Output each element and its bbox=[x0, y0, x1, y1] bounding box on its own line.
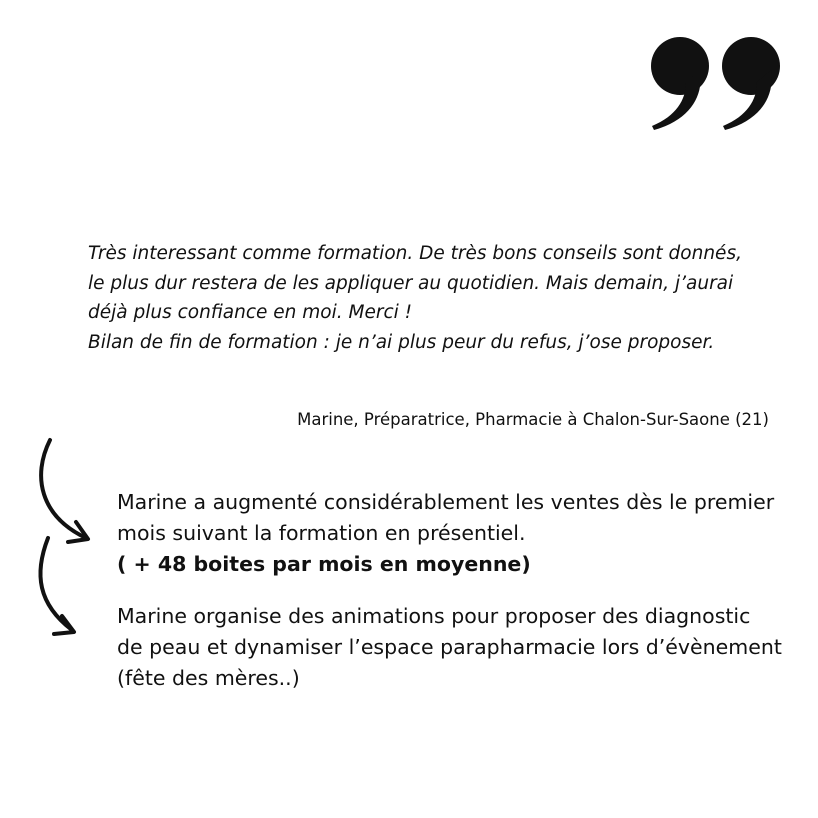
result-line: Marine organise des animations pour proposer des diagnostic bbox=[117, 604, 751, 628]
result-line: Marine a augmenté considérablement les ventes dès le premier bbox=[117, 490, 775, 514]
result-line: de peau et dynamiser l’espace parapharmacie lors d’évènement bbox=[117, 635, 782, 659]
curved-arrow-icon bbox=[30, 534, 100, 644]
testimonial-line: déjà plus confiance en moi. Merci ! bbox=[88, 302, 413, 323]
testimonial-author: Marine, Préparatrice, Pharmacie à Chalon-Sur-Saone (21) bbox=[297, 410, 769, 429]
result-line: mois suivant la formation en présentiel. bbox=[117, 521, 526, 545]
closing-quote-icon bbox=[648, 34, 788, 134]
testimonial-line: le plus dur restera de les appliquer au quotidien. Mais demain, j’aurai bbox=[88, 272, 734, 294]
result-sales-increase bbox=[117, 487, 797, 580]
testimonial-line: Très interessant comme formation. De très bons conseils sont donnés, bbox=[88, 243, 742, 264]
curved-arrow-icon bbox=[30, 436, 100, 546]
result-animations bbox=[117, 601, 797, 694]
result-line: (fête des mères..) bbox=[117, 666, 300, 690]
result-highlight: ( + 48 boites par mois en moyenne) bbox=[117, 552, 531, 576]
testimonial-line: Bilan de fin de formation : je n’ai plus peur du refus, j’ose proposer. bbox=[88, 331, 715, 353]
testimonial-quote bbox=[88, 239, 788, 357]
